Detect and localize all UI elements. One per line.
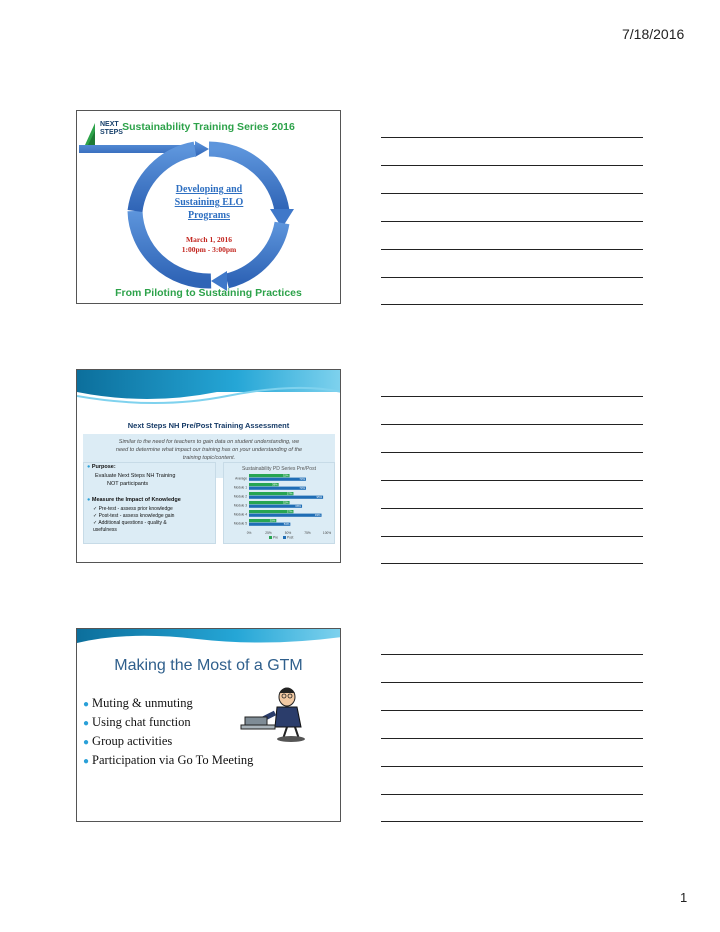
notes-line (381, 821, 643, 822)
notes-line (381, 277, 643, 278)
data-label: 53% (283, 522, 290, 527)
session-date: March 1, 2016 (186, 235, 232, 244)
notes-line (381, 682, 643, 683)
notes-line (381, 766, 643, 767)
check-item-2 (93, 513, 174, 520)
notes-line (381, 480, 643, 481)
tick-label: 100% (322, 531, 332, 535)
tick-label: 50% (284, 531, 292, 535)
quote-line-2: need to determine what impact our training has on your understanding of the (115, 447, 303, 453)
measure-label-text: Measure the Impact of Knowledge (91, 497, 181, 503)
program-title-line-2: Sustaining ELO (174, 197, 244, 208)
session-datetime (161, 235, 257, 255)
notes-line (381, 249, 643, 250)
notes-line (381, 563, 643, 564)
notes-line (381, 794, 643, 795)
slide-2 (76, 369, 341, 563)
slide-1 (76, 110, 341, 304)
check-item-1 (93, 506, 173, 513)
legend-swatch-post (283, 536, 286, 539)
purpose-label-text: Purpose: (91, 464, 116, 470)
data-label: 57% (286, 509, 293, 514)
check-item-3-text: Additional questions - quality & (98, 520, 167, 526)
bullet-item (83, 734, 172, 749)
measure-label (87, 497, 181, 504)
quote-text (85, 438, 333, 462)
slide-3-title: Making the Most of a GTM (114, 657, 303, 674)
bar-post (249, 496, 323, 499)
checkmark-icon: ✓ (93, 520, 99, 526)
slide-1-title: Sustainability Training Series 2016 (122, 121, 295, 133)
program-title (161, 183, 257, 222)
notes-line (381, 452, 643, 453)
bullet-icon: ● (87, 497, 92, 503)
purpose-line-2: NOT participants (107, 481, 149, 487)
bullet-item (83, 753, 253, 768)
tick-label: 0% (246, 531, 252, 535)
bullet-text: Group activities (92, 734, 173, 748)
category-label: Module 5 (233, 521, 247, 526)
slide-1-bottom-text: From Piloting to Sustaining Practices (115, 287, 302, 299)
data-label: 57% (286, 491, 293, 496)
data-label: 35% (269, 518, 276, 523)
check-item-1-text: Pre-test - assess prior knowledge (98, 506, 173, 512)
legend-label: Post (287, 535, 294, 540)
legend-label: Pre (273, 535, 278, 540)
chart-title: Sustainability PD Series Pre/Post (242, 466, 316, 472)
notes-line (381, 710, 643, 711)
legend-swatch-pre (269, 536, 272, 539)
category-label: Module 1 (233, 485, 247, 490)
data-label: 68% (295, 504, 302, 509)
notes-line (381, 424, 643, 425)
notes-line (381, 654, 643, 655)
category-label: Module 4 (233, 512, 247, 517)
purpose-label (87, 464, 116, 471)
notes-line (381, 193, 643, 194)
category-label: Average (235, 476, 247, 481)
check-item-2-text: Post-test - assess knowledge gain (98, 513, 175, 519)
bullet-text: Muting & unmuting (92, 696, 193, 710)
program-title-line-1: Developing and (175, 184, 243, 195)
slide-3 (76, 628, 341, 822)
tick-label: 75% (304, 531, 311, 535)
data-label: 38% (272, 482, 278, 487)
data-label: 95% (316, 495, 323, 500)
bullet-icon: ● (83, 699, 90, 710)
logo-text-next: NEXT (100, 121, 119, 128)
data-label: 73% (299, 486, 305, 491)
page-date: 7/18/2016 (622, 26, 685, 42)
checkmark-icon: ✓ (93, 513, 99, 519)
bar-post (249, 487, 306, 490)
page-number: 1 (680, 890, 688, 905)
bar-post (249, 514, 322, 517)
slide-2-header-wave (77, 370, 341, 416)
bar-post (249, 505, 302, 508)
quote-line-1: Similar to the need for teachers to gain data on student understanding, we (118, 439, 300, 445)
bullet-item (83, 696, 193, 711)
data-label: 73% (299, 477, 305, 482)
bullet-text: Participation via Go To Meeting (92, 753, 254, 767)
bullet-icon: ● (83, 737, 90, 748)
pre-post-bar-chart (223, 462, 335, 544)
notes-line (381, 165, 643, 166)
session-time: 1:00pm - 3:00pm (181, 245, 237, 254)
data-label: 52% (282, 473, 289, 478)
notes-line (381, 738, 643, 739)
bullet-item (83, 715, 191, 730)
bullet-text: Using chat function (92, 715, 191, 729)
notes-line (381, 221, 643, 222)
data-label: 93% (314, 513, 321, 518)
category-label: Module 2 (233, 494, 247, 499)
bullet-icon: ● (87, 464, 92, 470)
notes-line (381, 304, 643, 305)
notes-line (381, 137, 643, 138)
program-title-line-3: Programs (187, 210, 231, 221)
purpose-line-1: Evaluate Next Steps NH Training (95, 473, 176, 479)
data-label: 52% (282, 500, 289, 505)
notes-line (381, 508, 643, 509)
slide-3-header-wave (77, 629, 341, 651)
slide-2-title: Next Steps NH Pre/Post Training Assessment (127, 421, 290, 430)
bullet-icon: ● (83, 718, 90, 729)
check-item-3 (93, 520, 167, 527)
computer-user-clipart-icon (239, 683, 311, 743)
check-item-4: usefulness (93, 527, 117, 533)
category-label: Module 3 (233, 503, 247, 508)
notes-line (381, 536, 643, 537)
notes-line (381, 396, 643, 397)
bar-post (249, 478, 306, 481)
tick-label: 25% (265, 531, 272, 535)
checkmark-icon: ✓ (93, 506, 99, 512)
bullet-icon: ● (83, 756, 90, 767)
logo-text-steps: STEPS (100, 129, 123, 136)
quote-line-3: training topic/content. (182, 455, 236, 461)
